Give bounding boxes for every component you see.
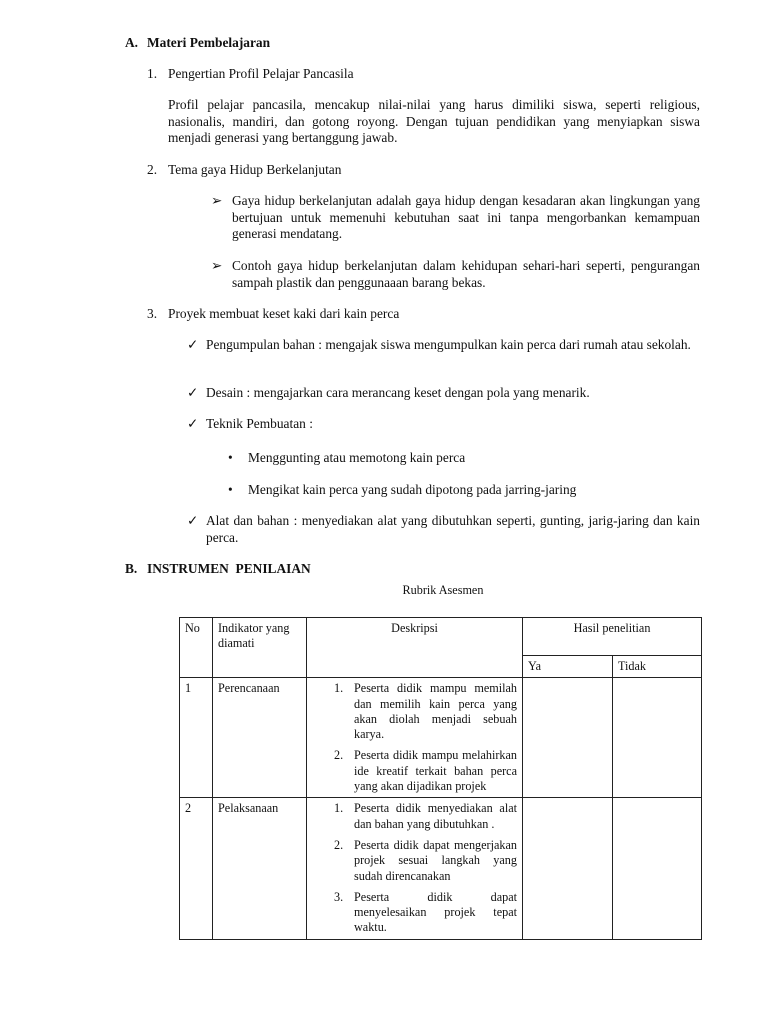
row-tidak-cell xyxy=(613,798,702,939)
dot-bullet-icon: • xyxy=(228,450,233,465)
row-deskripsi xyxy=(307,798,523,939)
checkmark-icon: ✓ xyxy=(187,513,199,528)
item-2-bullet-2: Contoh gaya hidup berkelanjutan dalam kehidupan sehari-hari seperti, pengurangan sampah plastik dan penggunaaan barang bekas. xyxy=(232,258,700,290)
item-2-title: Tema gaya Hidup Berkelanjutan xyxy=(168,162,342,177)
item-1-number: 1. xyxy=(147,66,158,81)
item-3-title: Proyek membuat keset kaki dari kain perca xyxy=(168,306,400,321)
table-caption: Rubrik Asesmen xyxy=(402,583,484,597)
checkmark-icon: ✓ xyxy=(187,385,199,400)
deskripsi-item: 3. Peserta didik dapat menyelesaikan projek tepat waktu. xyxy=(334,889,517,935)
table-header-row xyxy=(180,618,702,656)
row-ya-cell xyxy=(523,798,613,939)
item-3-check-4: Alat dan bahan : menyediakan alat yang dibutuhkan seperti, gunting, jarig-jaring dan kain perca. xyxy=(206,513,700,545)
item-3-check-3: Teknik Pembuatan : xyxy=(206,416,313,431)
item-3-check-1: Pengumpulan bahan : mengajak siswa mengumpulkan kain perca dari rumah atau sekolah. xyxy=(206,337,691,352)
deskripsi-item: 2. Peserta didik mampu melahirkan ide kreatif terkait bahan perca yang akan dijadikan projek xyxy=(334,748,517,794)
item-1-paragraph: Profil pelajar pancasila, mencakup nilai-nilai yang harus dimiliki siswa, seperti religious, nasionalis, mandiri, dan gotong royong. Dengan tujuan pendidikan yang menyiapkan siswa menjadi generasi yang bertanggung jawab. xyxy=(168,97,700,145)
header-ya: Ya xyxy=(523,656,613,678)
row-no: 1 xyxy=(180,678,213,798)
checkmark-icon: ✓ xyxy=(187,416,199,431)
header-indikator: Indikator yang diamati xyxy=(213,618,307,678)
item-1-title: Pengertian Profil Pelajar Pancasila xyxy=(168,66,354,81)
item-3-sub-bullet-2: Mengikat kain perca yang sudah dipotong pada jarring-jaring xyxy=(248,482,577,497)
deskripsi-item: 2. Peserta didik dapat mengerjakan projek sesuai langkah yang sudah direncanakan xyxy=(334,837,517,883)
row-indikator: Perencanaan xyxy=(213,678,307,798)
arrow-bullet-icon: ➢ xyxy=(211,258,223,273)
item-3-sub-bullet-1: Menggunting atau memotong kain perca xyxy=(248,450,466,465)
item-3-check-2: Desain : mengajarkan cara merancang keset dengan pola yang menarik. xyxy=(206,385,590,400)
section-b-title: INSTRUMEN PENILAIAN xyxy=(147,561,311,576)
checkmark-icon: ✓ xyxy=(187,337,199,352)
item-2-number: 2. xyxy=(147,162,158,177)
header-tidak: Tidak xyxy=(613,656,702,678)
item-3-number: 3. xyxy=(147,306,158,321)
row-indikator: Pelaksanaan xyxy=(213,798,307,939)
row-no: 2 xyxy=(180,798,213,939)
row-tidak-cell xyxy=(613,678,702,798)
header-no: No xyxy=(180,618,213,678)
row-deskripsi xyxy=(307,678,523,798)
section-b-label: B. xyxy=(125,561,138,576)
item-2-bullet-1: Gaya hidup berkelanjutan adalah gaya hidup dengan kesadaran akan lingkungan yang bertujuan untuk memenuhi kebutuhan saat ini tanpa mengorbankan kemampuan generasi mendatang. xyxy=(232,193,700,241)
section-a-label: A. xyxy=(125,35,139,50)
rubric-table xyxy=(179,617,702,940)
table-row xyxy=(180,678,702,798)
header-hasil: Hasil penelitian xyxy=(523,618,702,656)
header-deskripsi: Deskripsi xyxy=(307,618,523,678)
section-a-title: Materi Pembelajaran xyxy=(147,35,271,50)
deskripsi-item: 1. Peserta didik mampu memilah dan memilih kain perca yang akan diolah menjadi sebuah karya. xyxy=(334,681,517,742)
dot-bullet-icon: • xyxy=(228,482,233,497)
deskripsi-item: 1. Peserta didik menyediakan alat dan bahan yang dibutuhkan . xyxy=(334,801,517,831)
table-row xyxy=(180,798,702,939)
row-ya-cell xyxy=(523,678,613,798)
arrow-bullet-icon: ➢ xyxy=(211,193,223,208)
